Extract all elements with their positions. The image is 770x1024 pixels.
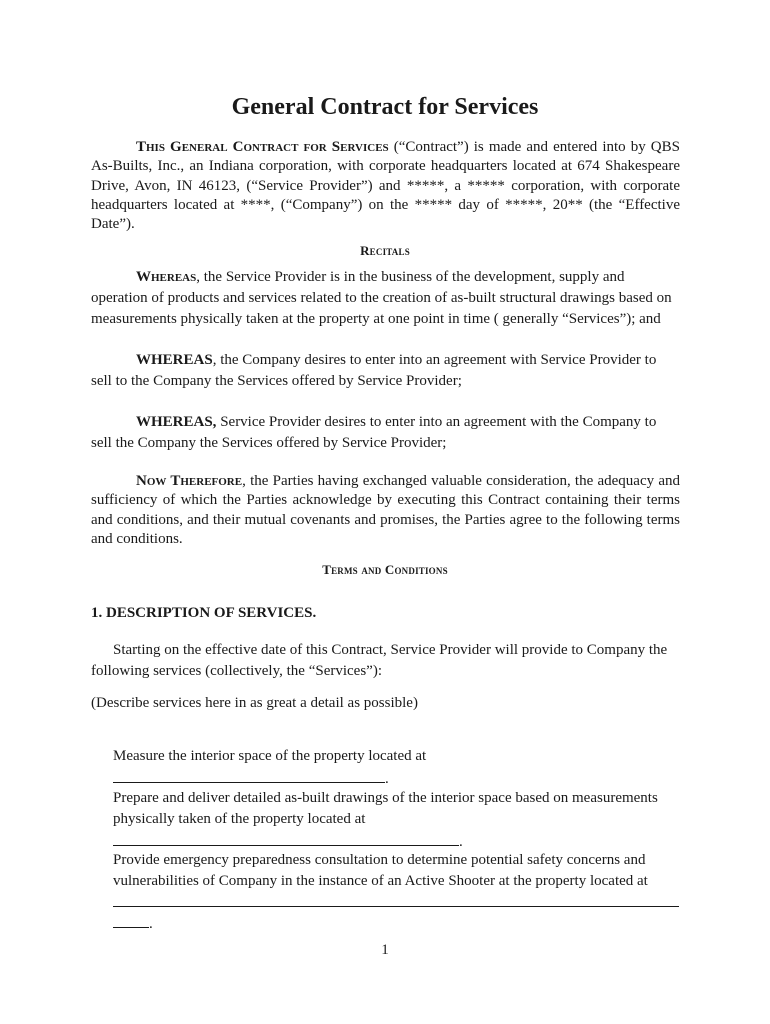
service-item-3-blank-continued[interactable] <box>113 913 153 933</box>
blank-line <box>113 768 385 783</box>
service-item-1: Measure the interior space of the property located at <box>113 748 427 764</box>
blank-line-end: . <box>149 916 153 932</box>
now-therefore-paragraph <box>91 472 680 549</box>
service-item-3: Provide emergency preparedness consultation to determine potential safety concerns and vulnerabilities of Company in the instance of an Active Shooter at the property located at <box>113 852 648 889</box>
whereas-1-text: , the Service Provider is in the business of the development, supply and operation of products and services related to the creation of as-built structural drawings based on measurements physically taken at the property at one point in time ( generally “Services”); and <box>91 269 672 327</box>
whereas-paragraph-1 <box>91 267 680 330</box>
service-item-2: Prepare and deliver detailed as-built drawings of the interior space based on measurements physically taken of the property located at <box>113 790 658 827</box>
intro-lead: This General Contract for Services <box>136 139 389 155</box>
section-1-heading: 1. DESCRIPTION OF SERVICES. <box>91 605 317 621</box>
whereas-1-lead: Whereas <box>136 269 197 285</box>
blank-line <box>113 831 459 846</box>
whereas-2-text: , the Company desires to enter into an agreement with Service Provider to sell to the Company the Services offered by Service Provider; <box>91 352 657 389</box>
section-1-note: (Describe services here in as great a detail as possible) <box>91 695 418 711</box>
whereas-paragraph-2 <box>91 350 680 392</box>
now-therefore-lead: Now Therefore <box>136 473 243 489</box>
blank-line-end: . <box>459 834 463 850</box>
whereas-3-text: Service Provider desires to enter into an agreement with the Company to sell the Company the Services offered by Service Provider; <box>91 414 657 451</box>
service-item-2-blank[interactable] <box>113 831 463 851</box>
page-number: 1 <box>381 942 389 958</box>
now-therefore-text: , the Parties having exchanged valuable consideration, the adequacy and sufficiency of which the Parties acknowledge by executing this Contract containing their terms and conditions, and their mutual covenants and promises, the Parties agree to the following terms and conditions. <box>91 473 680 547</box>
whereas-paragraph-3 <box>91 412 680 454</box>
blank-line-end: . <box>385 771 389 787</box>
recitals-heading: Recitals <box>360 243 410 258</box>
blank-line <box>113 913 149 928</box>
intro-paragraph <box>91 138 680 234</box>
document-title: General Contract for Services <box>231 94 539 120</box>
blank-line <box>113 892 679 907</box>
intro-text: (“Contract”) is made and entered into by QBS As-Builts, Inc., an Indiana corporation, with corporate headquarters located at 674 Shakespeare Drive, Avon, IN 46123, (“Service Provider”) and *****, a ***** corporation, with corporate headquarters located at ****, (“Company”) on the ***** day of *****, 20** (the “Effective Date”). <box>91 139 680 233</box>
service-item-3-blank[interactable] <box>113 892 679 912</box>
whereas-3-lead: WHEREAS, <box>136 414 217 430</box>
section-1-paragraph: Starting on the effective date of this Contract, Service Provider will provide to Company the following services (collectively, the “Services”): <box>91 642 668 679</box>
service-item-1-blank[interactable] <box>113 768 389 788</box>
whereas-2-lead: WHEREAS <box>136 352 213 368</box>
terms-heading: Terms and Conditions <box>322 562 448 577</box>
